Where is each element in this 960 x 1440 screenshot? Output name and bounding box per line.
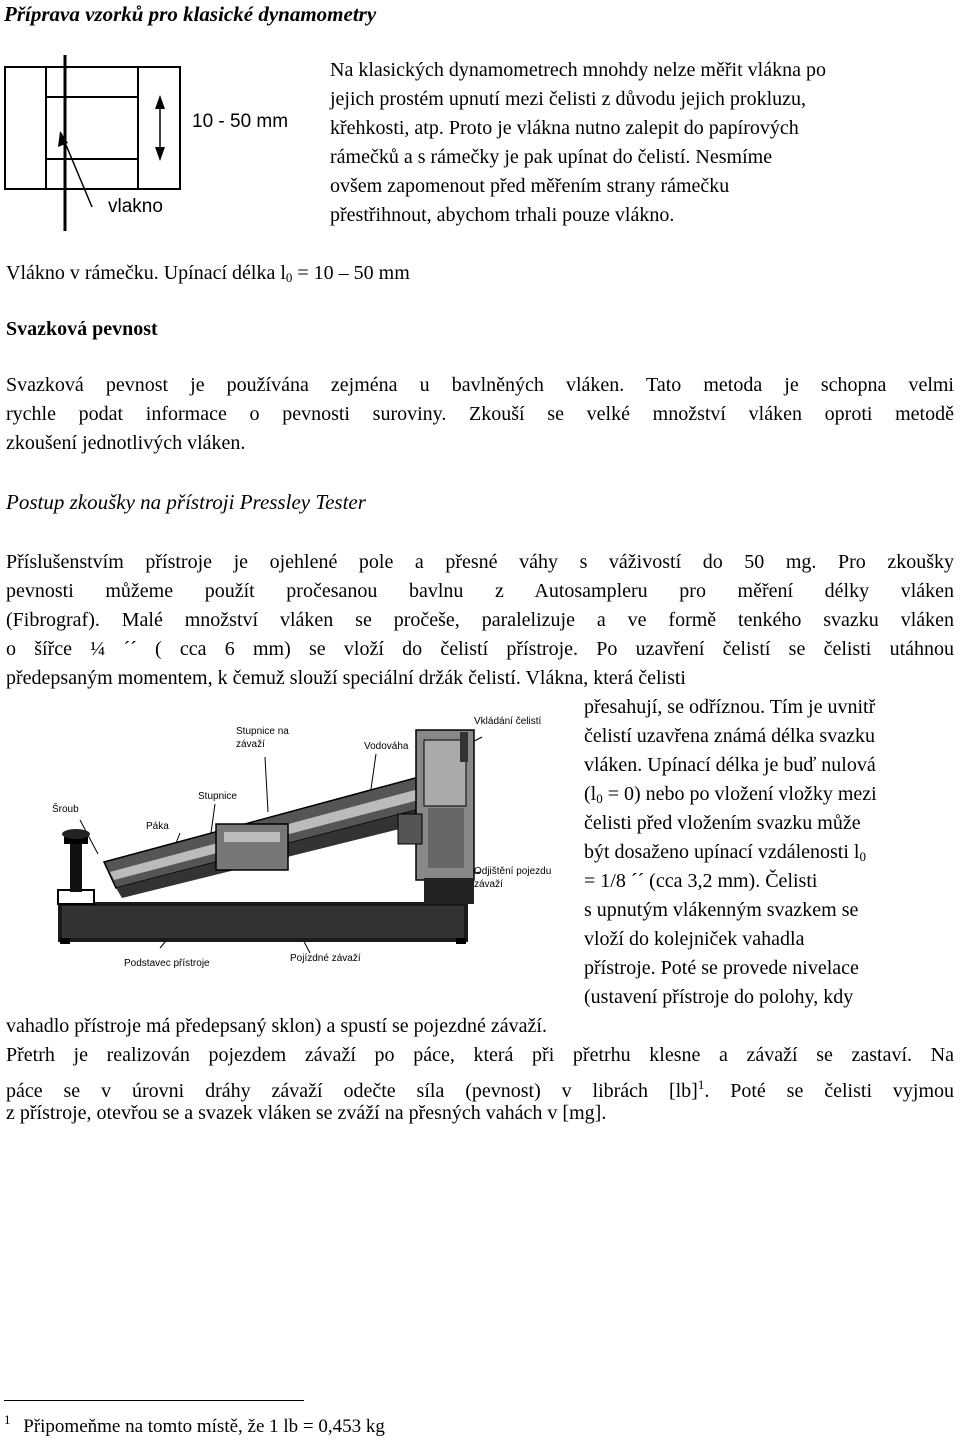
label-sroub: Šroub	[52, 804, 79, 815]
l0-text-end: = 0) nebo po vložení vložky mezi	[602, 783, 877, 805]
bundle-paragraph-line: zkoušení jednotlivých vláken.	[6, 432, 246, 454]
section-heading-sample-prep: Příprava vzorků pro klasické dynamometry	[4, 2, 377, 26]
procedure-right-line: přístroje. Poté se provede nivelace	[584, 957, 859, 979]
footnote	[4, 1412, 385, 1438]
intro-line: křehkosti, atp. Proto je vlákna nutno zalepit do papírových	[330, 117, 799, 139]
l0-subscript: 0	[859, 849, 866, 864]
procedure-right-line: čelistí uzavřena známá délka svazku	[584, 725, 875, 747]
procedure-line: o šířce ¼ ´´ ( cca 6 mm) se vloží do čelistí přístroje. Po uzavření čelistí se čelisti utáhnou	[6, 638, 954, 660]
label-stupnice: Stupnice	[198, 791, 237, 802]
l0-text: (l	[584, 783, 597, 805]
caption-subscript: 0	[285, 270, 293, 285]
label-vodovaha: Vodováha	[364, 741, 409, 752]
procedure-right-line: = 1/8 ´´ (cca 3,2 mm). Čelisti	[584, 870, 818, 892]
frame-caption	[6, 259, 410, 292]
label-stupnice-na-zavazi: Stupnice na	[236, 726, 289, 737]
frame-fiber-label: vlakno	[108, 196, 163, 217]
section-heading-pressley: Postup zkoušky na přístroji Pressley Tester	[6, 490, 366, 514]
procedure-line: Příslušenstvím přístroje je ojehlené pole a přesné váhy s váživostí do 50 mg. Pro zkoušky	[6, 551, 954, 573]
label-podstavec: Podstavec přístroje	[124, 958, 210, 969]
label-odjisteni: Odjištění pojezdu	[474, 866, 552, 877]
bundle-paragraph-line: rychle podat informace o pevnosti suroviny. Zkouší se velké množství vláken oproti metodě	[6, 403, 954, 425]
footnote-text: Připomeňme na tomto místě, že 1 lb = 0,453 kg	[23, 1416, 385, 1437]
label-pojizdne-zavazi: Pojízdné závaží	[290, 953, 361, 964]
fiber-frame-diagram	[0, 55, 330, 235]
label-stupnice-na-zavazi-2: závaží	[236, 739, 265, 750]
section-heading-bundle-strength: Svazková pevnost	[6, 318, 158, 340]
procedure-right-line: vloží do kolejniček vahadla	[584, 928, 805, 950]
procedure-right-line: vláken. Upínací délka je buď nulová	[584, 754, 876, 776]
procedure-right-line: čelisti před vložením svazku může	[584, 812, 861, 834]
procedure-right-line: s upnutým vlákenným svazkem se	[584, 899, 859, 921]
procedure-line: (Fibrograf). Malé množství vláken se pročeše, paralelizuje a ve formě tenkého svazku vláken	[6, 609, 954, 631]
intro-line: jejich prostém upnutí mezi čelisti z důvodu jejich prokluzu,	[330, 88, 806, 110]
pressley-tester-illustration	[20, 712, 575, 974]
label-odjisteni-2: závaží	[474, 879, 503, 890]
footnote-marker: 1	[4, 1412, 11, 1427]
label-vkladani-celisti: Vkládání čelistí	[474, 716, 542, 727]
procedure-line: pevnosti můžeme použít pročesanou bavlnu z Autosampleru pro měření délky vláken	[6, 580, 954, 602]
intro-line: Na klasických dynamometrech mnohdy nelze měřit vlákna po	[330, 59, 826, 81]
intro-line: rámečků a s rámečky je pak upínat do čelistí. Nesmíme	[330, 146, 773, 168]
procedure-right-line: přesahují, se odříznou. Tím je uvnitř	[584, 696, 876, 718]
l0-text: být dosaženo upínací vzdálenosti l	[584, 841, 860, 863]
bundle-paragraph-line: Svazková pevnost je používána zejména u bavlněných vláken. Tato metoda je schopna velmi	[6, 374, 954, 396]
breakage-line: z přístroje, otevřou se a svazek vláken se zváží na přesných vahách v [mg].	[6, 1102, 607, 1124]
l0-subscript: 0	[596, 791, 603, 806]
label-paka: Páka	[146, 821, 169, 832]
procedure-right-line: (ustavení přístroje do polohy, kdy	[584, 986, 854, 1008]
intro-line: přestřihnout, abychom trhali pouze vlákno.	[330, 204, 675, 226]
breakage-text-end: . Poté se čelisti vyjmou	[704, 1080, 955, 1102]
footnote-separator	[4, 1400, 304, 1401]
breakage-line: Přetrh je realizován pojezdem závaží po páce, která při přetrhu klesne a závaží se zastaví. Na	[6, 1044, 954, 1066]
intro-line: ovšem zapomenout před měřením strany rámečku	[330, 175, 730, 197]
caption-text: Vlákno v rámečku. Upínací délka l	[6, 262, 286, 284]
frame-dimension-label: 10 - 50 mm	[192, 111, 289, 132]
procedure-line: vahadlo přístroje má předepsaný sklon) a spustí se pojezdné závaží.	[6, 1015, 547, 1037]
caption-text-end: = 10 – 50 mm	[292, 262, 410, 284]
footnote-ref: 1	[697, 1077, 705, 1092]
procedure-line: předepsaným momentem, k čemuž slouží speciální držák čelistí. Vlákna, která čelisti	[6, 667, 686, 689]
breakage-text: páce se v úrovni dráhy závaží odečte síla (pevnost) v librách [lb]	[6, 1080, 698, 1102]
